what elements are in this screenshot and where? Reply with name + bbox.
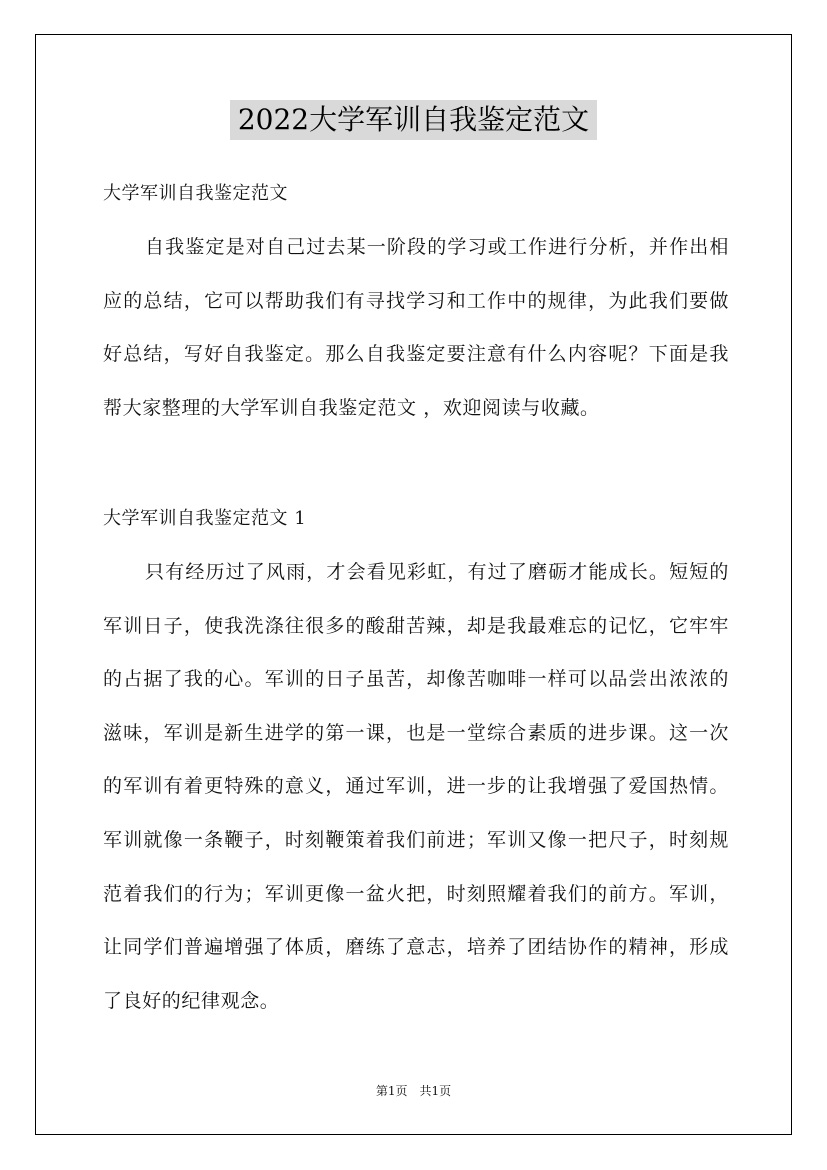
title-container	[0, 100, 827, 140]
section-1-heading: 大学军训自我鉴定范文 1	[103, 508, 307, 529]
intro-heading: 大学军训自我鉴定范文	[103, 183, 288, 204]
page-footer: 第1页 共1页	[375, 1084, 452, 1098]
section-1-paragraph: 只有经历过了风雨，才会看见彩虹，有过了磨砺才能成长。短短的军训日子，使我洗涤往很多的酸甜苦辣，却是我最难忘的记忆，它牢牢的占据了我的心。军训的日子虽苦，却像苦咖啡一样可以品尝出浓浓的滋味，军训是新生进学的第一课，也是一堂综合素质的进步课。这一次的军训有着更特殊的意义，通过军训，进一步的让我增强了爱国热情。军训就像一条鞭子，时刻鞭策着我们前进；军训又像一把尺子，时刻规范着我们的行为；军训更像一盆火把，时刻照耀着我们的前方。军训，让同学们普遍增强了体质，磨练了意志，培养了团结协作的精神，形成了良好的纪律观念。	[103, 561, 729, 1012]
document-title: 2022大学军训自我鉴定范文	[230, 100, 597, 140]
intro-paragraph: 自我鉴定是对自己过去某一阶段的学习或工作进行分析，并作出相应的总结，它可以帮助我们有寻找学习和工作中的规律，为此我们要做好总结，写好自我鉴定。那么自我鉴定要注意有什么内容呢？下面是我帮大家整理的大学军训自我鉴定范文 ，欢迎阅读与收藏。	[103, 236, 729, 419]
